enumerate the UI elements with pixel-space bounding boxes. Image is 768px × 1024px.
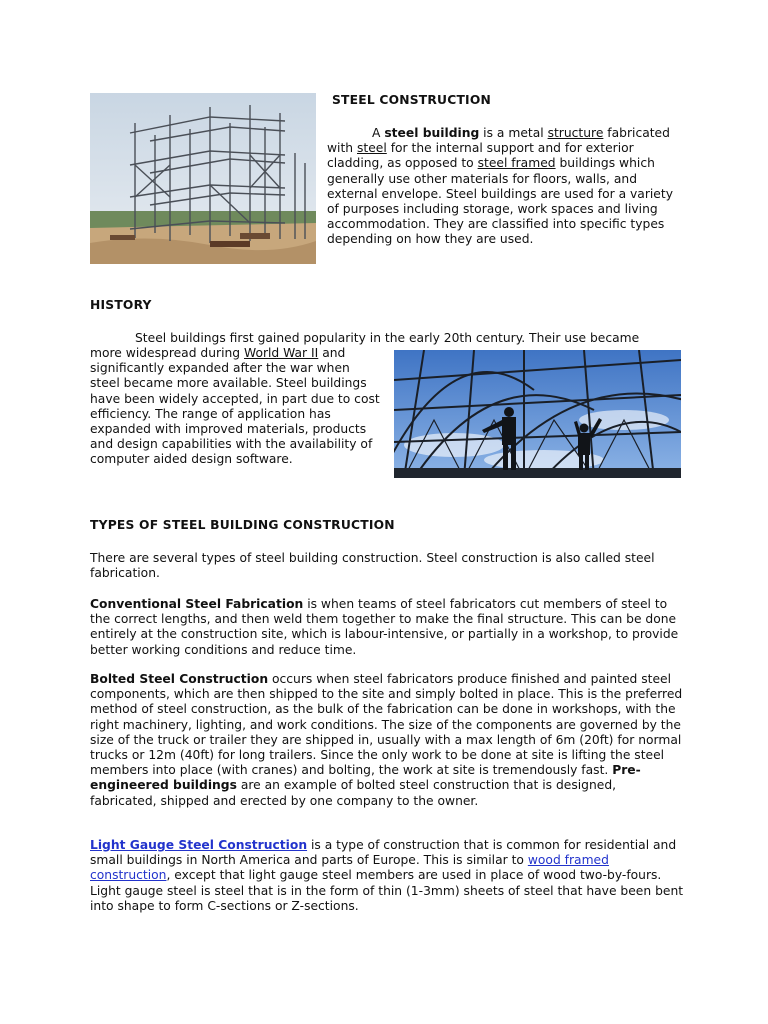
world-war-ii-link[interactable]: World War II [244, 346, 319, 360]
steel-link[interactable]: steel [357, 141, 387, 156]
structure-link[interactable]: structure [547, 126, 604, 140]
light-gauge-link[interactable]: Light Gauge Steel Construction [90, 838, 308, 852]
steel-framed-link[interactable]: steel framed [477, 156, 556, 171]
history-heading: HISTORY [90, 298, 152, 312]
bolted-paragraph: Bolted Steel Construction occurs when steel fabricators produce finished and painted steel components, which are then shipped to the site and simply bolted in place. This is the preferred method of steel construction, as the bulk of the fabrication can be done in workshops, with the right machinery, lighting, and work conditions. The size of the components are governed by the size of the truck or trailer they are shipped in, usually with a max length of 6m (20ft) for normal trucks or 12m (40ft) for long trailers. Since the only work to be done at site is lifting the steel members into place (with cranes) and bolting, the work at site is tremendously fast. Pre-engineered buildings are an example of bolted steel construction that is designed, fabricated, shipped and erected by one company to the owner. [90, 672, 683, 808]
steel-building-term: steel building [384, 126, 480, 140]
workers-truss-photo [394, 350, 681, 478]
types-intro-paragraph: There are several types of steel building construction. Steel construction is also called steel fabrication. [90, 551, 655, 581]
types-heading: TYPES OF STEEL BUILDING CONSTRUCTION [90, 518, 395, 532]
bolted-term: Bolted Steel Construction [90, 672, 269, 686]
steel-intro-paragraph: A steel building is a metal structure fabricated with steel for the internal support and for exterior cladding, as opposed to steel framed buildings which generally use other materials for floors, walls, and external envelope. Steel buildings are used for a variety of purposes including storage, work spaces and living accommodation. They are classified into specific types depending on how they are used. [327, 126, 673, 247]
pre-engineered-term: Pre-engineered buildings [90, 763, 641, 793]
history-paragraph: more widespread during World War II and significantly expanded after the war when steel became more available. Steel buildings have been widely accepted, in part due to cost efficiency. The range of application has expanded with improved materials, products and design capabilities with the availability of computer aided design software. [90, 346, 380, 467]
history-first-line: Steel buildings first gained popularity in the early 20th century. Their use became [135, 331, 640, 345]
conventional-paragraph: Conventional Steel Fabrication is when teams of steel fabricators cut members of steel to the correct lengths, and then weld them together to make the final structure. This can be done entirely at the construction site, which is labour-intensive, or partially in a workshop, to provide better working conditions and reduce time. [90, 597, 679, 657]
steel-construction-heading: STEEL CONSTRUCTION [332, 93, 491, 107]
steel-frame-photo [90, 93, 316, 264]
light-gauge-paragraph: Light Gauge Steel Construction is a type of construction that is common for residential and small buildings in North America and parts of Europe. This is similar to wood framed construction, except that light gauge steel members are used in place of wood two-by-fours. Light gauge steel is steel that is in the form of thin (1-3mm) sheets of steel that have been bent into shape to form C-sections or Z-sections. [90, 838, 684, 913]
conventional-term: Conventional Steel Fabrication [90, 597, 304, 611]
wood-framed-link[interactable]: wood framed construction [90, 853, 609, 883]
